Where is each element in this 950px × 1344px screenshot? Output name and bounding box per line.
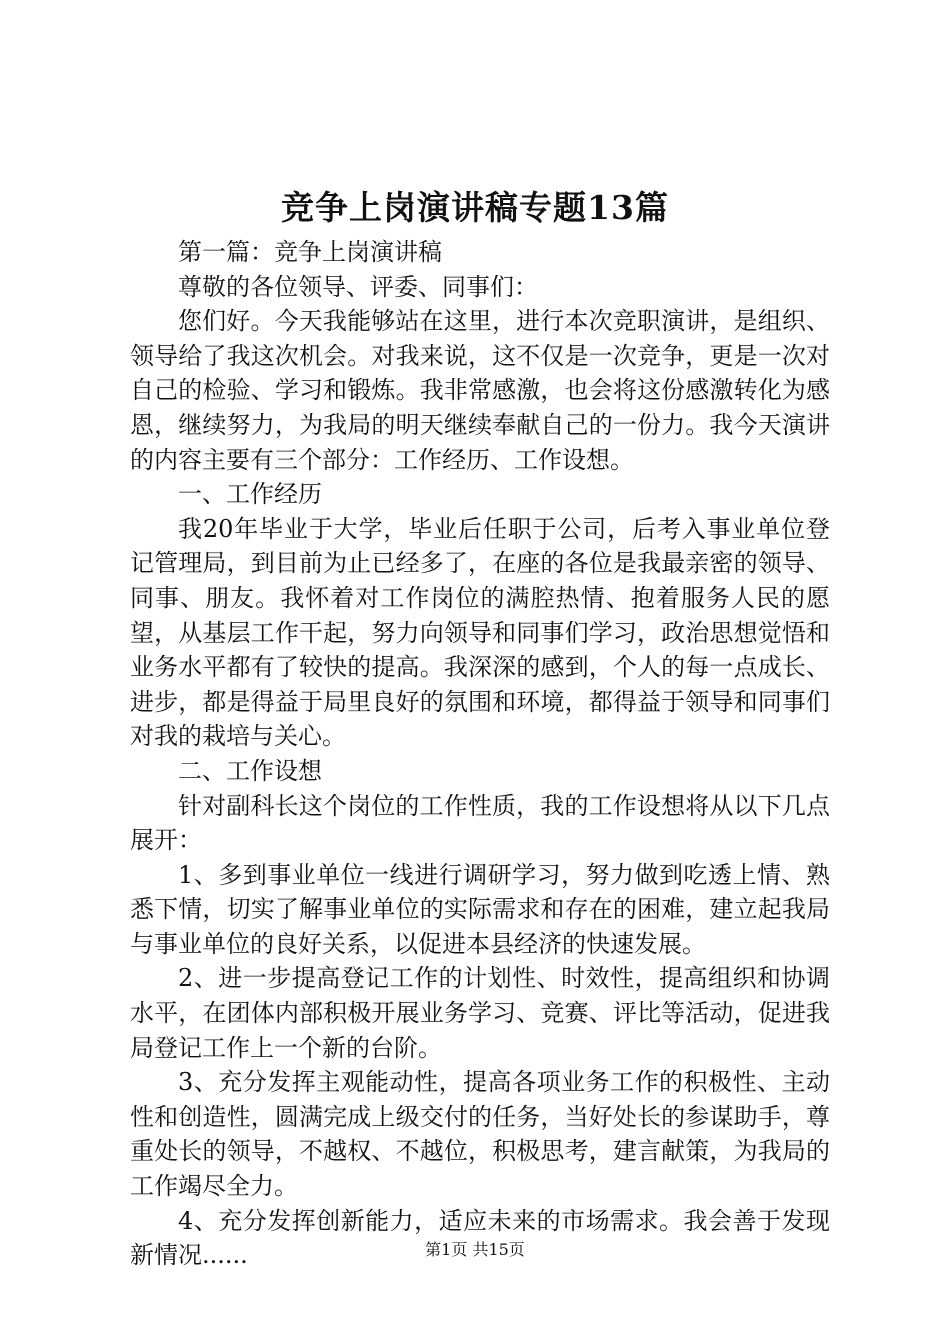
document-title: 竞争上岗演讲稿专题13篇 — [281, 188, 669, 227]
page-footer: 第1页 共15页 — [425, 1240, 525, 1259]
list-item-plan-2: 2、进一步提高登记工作的计划性、时效性，提高组织和协调水平，在团体内部积极开展业务学习、竞赛、评比等活动，促进我局登记工作上一个新的台阶。 — [130, 964, 830, 1062]
paragraph-work-plan-intro: 针对副科长这个岗位的工作性质，我的工作设想将从以下几点展开： — [130, 791, 830, 855]
list-item-plan-3: 3、充分发挥主观能动性，提高各项业务工作的积极性、主动性和创造性，圆满完成上级交付的任务，当好处长的参谋助手，尊重处长的领导，不越权、不越位，积极思考，建言献策，为我局的工作竭尽全力。 — [130, 1068, 830, 1201]
section-heading-first: 第一篇：竞争上岗演讲稿 — [178, 238, 442, 266]
list-item-plan-4: 4、充分发挥创新能力，适应未来的市场需求。我会善于发现新情况...... — [130, 1206, 830, 1270]
list-item-plan-1: 1、多到事业单位一线进行调研学习，努力做到吃透上情、熟悉下情，切实了解事业单位的实际需求和存在的困难，建立起我局与事业单位的良好关系，以促进本县经济的快速发展。 — [130, 860, 830, 958]
paragraph-work-experience: 我20年毕业于大学，毕业后任职于公司，后考入事业单位登记管理局，到目前为止已经多了，在座的各位是我最亲密的领导、同事、朋友。我怀着对工作岗位的满腔热情、抱着服务人民的愿望，从基层工作干起，努力向领导和同事们学习，政治思想觉悟和业务水平都有了较快的提高。我深深的感到，个人的每一点成长、进步，都是得益于局里良好的氛围和环境，都得益于领导和同事们对我的栽培与关心。 — [130, 514, 830, 751]
document-body — [130, 235, 830, 1273]
paragraph-intro: 您们好。今天我能够站在这里，进行本次竞职演讲，是组织、领导给了我这次机会。对我来说，这不仅是一次竞争，更是一次对自己的检验、学习和锻炼。我非常感激，也会将这份感激转化为感恩，继续努力，为我局的明天继续奉献自己的一份力。我今天演讲的内容主要有三个部分：工作经历、工作设想。 — [130, 307, 830, 474]
section-heading-work-plan: 二、工作设想 — [178, 756, 322, 785]
salutation: 尊敬的各位领导、评委、同事们： — [178, 272, 538, 301]
section-heading-work-experience: 一、工作经历 — [178, 480, 322, 509]
